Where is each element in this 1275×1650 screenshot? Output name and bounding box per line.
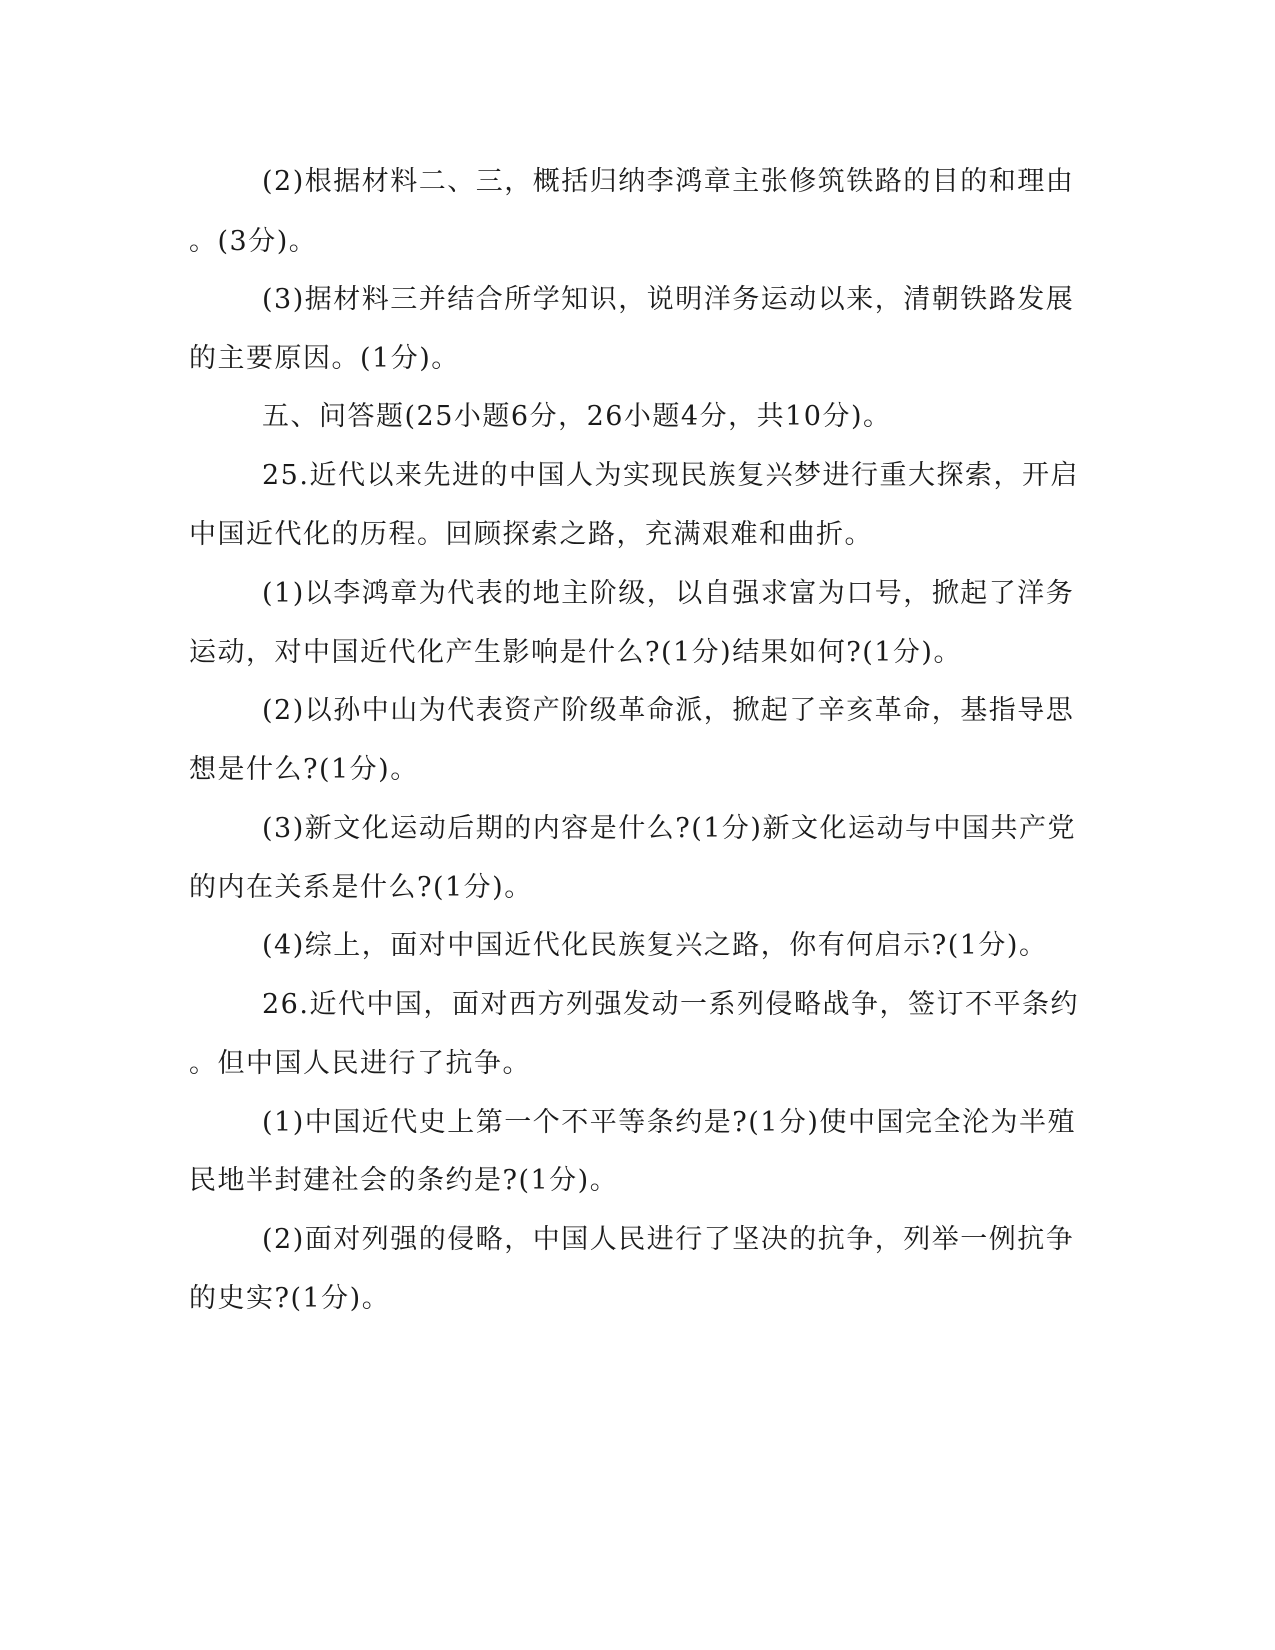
question-25-2-line-1: (2)以孙中山为代表资产阶级革命派，掀起了辛亥革命，基指导思 bbox=[262, 695, 1075, 726]
question-25-1-line-1: (1)以李鸿章为代表的地主阶级，以自强求富为口号，掀起了洋务 bbox=[262, 578, 1075, 609]
section-five-heading: 五、问答题(25小题6分，26小题4分，共10分)。 bbox=[262, 401, 892, 432]
question-25-3-line-1: (3)新文化运动后期的内容是什么?(1分)新文化运动与中国共产党 bbox=[262, 813, 1076, 844]
question-25-3-line-2: 的内在关系是什么?(1分)。 bbox=[189, 872, 533, 903]
question-2-line-2: 。(3分)。 bbox=[189, 226, 318, 257]
question-25-4-line-1: (4)综上，面对中国近代化民族复兴之路，你有何启示?(1分)。 bbox=[262, 930, 1048, 961]
question-26-2-line-1: (2)面对列强的侵略，中国人民进行了坚决的抗争，列举一例抗争 bbox=[262, 1224, 1075, 1255]
question-25-stem-line-2: 中国近代化的历程。回顾探索之路，充满艰难和曲折。 bbox=[189, 519, 873, 550]
question-3-line-1: (3)据材料三并结合所学知识，说明洋务运动以来，清朝铁路发展 bbox=[262, 284, 1075, 315]
question-3-line-2: 的主要原因。(1分)。 bbox=[189, 343, 460, 374]
question-26-stem-line-2: 。但中国人民进行了抗争。 bbox=[189, 1048, 531, 1079]
question-2-line-1: (2)根据材料二、三，概括归纳李鸿章主张修筑铁路的目的和理由 bbox=[262, 166, 1075, 197]
question-25-stem-line-1: 25.近代以来先进的中国人为实现民族复兴梦进行重大探索，开启 bbox=[262, 460, 1079, 491]
question-26-1-line-1: (1)中国近代史上第一个不平等条约是?(1分)使中国完全沦为半殖 bbox=[262, 1107, 1076, 1138]
question-26-2-line-2: 的史实?(1分)。 bbox=[189, 1283, 391, 1314]
question-25-2-line-2: 想是什么?(1分)。 bbox=[189, 754, 419, 785]
question-26-stem-line-1: 26.近代中国，面对西方列强发动一系列侵略战争，签订不平条约 bbox=[262, 989, 1079, 1020]
question-26-1-line-2: 民地半封建社会的条约是?(1分)。 bbox=[189, 1165, 619, 1196]
question-25-1-line-2: 运动，对中国近代化产生影响是什么?(1分)结果如何?(1分)。 bbox=[189, 637, 962, 668]
